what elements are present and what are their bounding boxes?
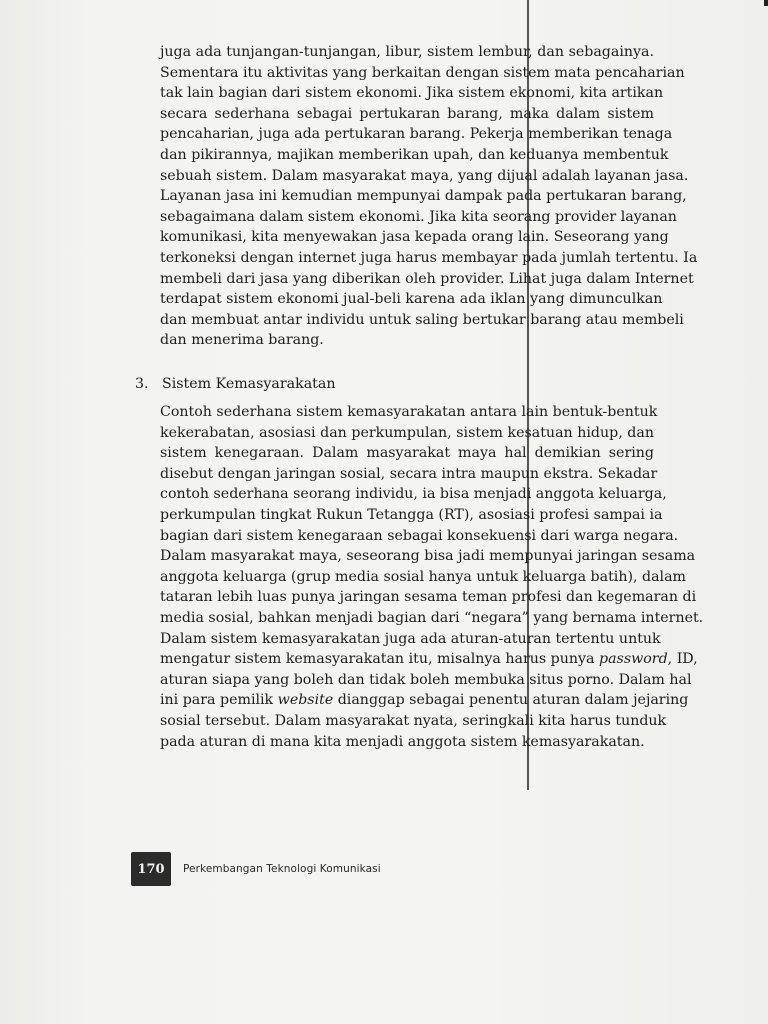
text-line: membeli dari jasa yang diberikan oleh provider. Lihat juga dalam Internet [160,270,694,287]
text-line: sebagaimana dalam sistem ekonomi. Jika kita seorang provider layanan [160,208,677,225]
page-number-badge: 170 [131,852,171,886]
text-line: Dalam masyarakat maya, seseorang bisa jadi mempunyai jaringan sesama [160,548,696,565]
text-line: kekerabatan, asosiasi dan perkumpulan, sistem kesatuan hidup, dan [160,424,654,441]
text-line: tak lain bagian dari sistem ekonomi. Jika sistem ekonomi, kita artikan [160,85,664,102]
text-line: tataran lebih luas punya jaringan sesama teman profesi dan kegemaran di [160,589,697,606]
text-line: disebut dengan jaringan sosial, secara intra maupun ekstra. Sekadar [160,465,658,482]
text-line: sistem kenegaraan. Dalam masyarakat maya hal demikian sering [160,445,654,462]
body-paragraph-social-system [160,402,704,752]
text-line: ini para pemilik website dianggap sebagai penentu aturan dalam jejaring [160,692,689,709]
text-line: anggota keluarga (grup media sosial hanya untuk keluarga batih), dalam [160,568,686,585]
text-line: sebuah sistem. Dalam masyarakat maya, yang dijual adalah layanan jasa. [160,167,689,184]
page-footer [131,852,381,886]
text-line: dan menerima barang. [160,332,324,349]
text-line: Contoh sederhana sistem kemasyarakatan antara lain bentuk-bentuk [160,404,658,420]
text-line: dan pikirannya, majikan memberikan upah, dan keduanya membentuk [160,146,669,163]
italic-term: website [277,692,334,709]
text-line: perkumpulan tingkat Rukun Tetangga (RT), asosiasi profesi sampai ia [160,506,663,523]
section-number: 3. [135,376,149,392]
text-line: pada aturan di mana kita menjadi anggota sistem kemasyarakatan. [160,733,645,750]
scan-corner-mark [764,0,768,6]
text-line: komunikasi, kita menyewakan jasa kepada orang lain. Seseorang yang [160,229,669,246]
text-line: Layanan jasa ini kemudian mempunyai dampak pada pertukaran barang, [160,188,687,205]
section-heading [135,374,335,395]
italic-term: password [599,651,668,668]
text-line: bagian dari sistem kenegaraan sebagai konsekuensi dari warga negara. [160,527,679,544]
running-footer-title: Perkembangan Teknologi Komunikasi [183,863,381,875]
text-line: Dalam sistem kemasyarakatan juga ada aturan-aturan tertentu untuk [160,630,661,647]
section-title: Sistem Kemasyarakatan [162,376,336,392]
text-line: secara sederhana sebagai pertukaran barang, maka dalam sistem [160,105,654,122]
text-line: aturan siapa yang boleh dan tidak boleh membuka situs porno. Dalam hal [160,671,692,688]
text-line: terkoneksi dengan internet juga harus membayar pada jumlah tertentu. Ia [160,249,698,266]
text-line: dan membuat antar individu untuk saling bertukar barang atau membeli [160,311,684,328]
text-line: mengatur sistem kemasyarakatan itu, misalnya harus punya password, ID, [160,651,698,668]
text-line: media sosial, bahkan menjadi bagian dari “negara” yang bernama internet. [160,609,704,626]
text-line: terdapat sistem ekonomi jual-beli karena ada iklan yang dimunculkan [160,291,663,308]
text-line: Sementara itu aktivitas yang berkaitan dengan sistem mata pencaharian [160,64,685,81]
text-line: pencaharian, juga ada pertukaran barang. Pekerja memberikan tenaga [160,126,673,143]
text-line: juga ada tunjangan-tunjangan, libur, sistem lembur, dan sebagainya. [160,44,654,60]
text-line: sosial tersebut. Dalam masyarakat nyata, seringkali kita harus tunduk [160,712,667,729]
body-paragraph-economy [160,42,698,351]
text-line: contoh sederhana seorang individu, ia bisa menjadi anggota keluarga, [160,486,667,503]
